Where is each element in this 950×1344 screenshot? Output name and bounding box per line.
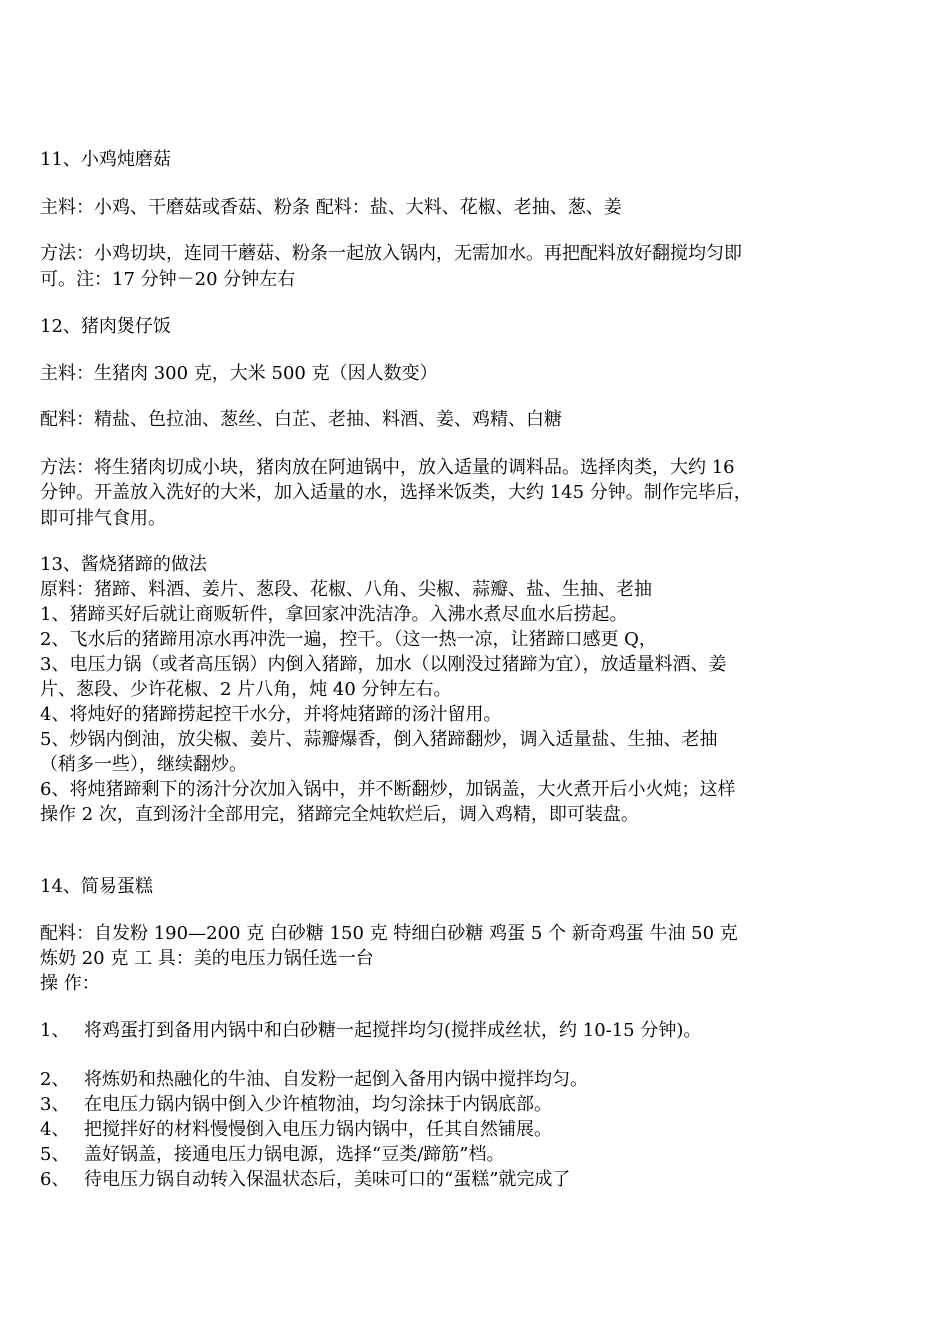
recipe-11-ingredients: 主料：小鸡、干磨菇或香菇、粉条 配料：盐、大料、花椒、老抽、葱、姜 [40,197,622,218]
recipe-13-step-1: 1、猪蹄买好后就让商贩斩件，拿回家冲洗洁净。入沸水煮尽血水后捞起。 [40,604,628,625]
recipe-13-step-4: 4、将炖好的猪蹄捞起控干水分，并将炖猪蹄的汤汁留用。 [40,704,502,725]
recipe-14-step-text: 在电压力锅内锅中倒入少许植物油，均匀涂抹于内锅底部。 [84,1094,552,1115]
recipe-14-step-number: 1、 [40,1020,70,1041]
recipe-14-ingredients-line-1: 配料：自发粉 190—200 克 白砂糖 150 克 特细白砂糖 鸡蛋 5 个 新奇鸡蛋 牛油 50 克 [40,923,738,944]
recipe-14-title: 14、简易蛋糕 [40,876,153,897]
recipe-11-method-line-2: 可。注：17 分钟－20 分钟左右 [40,269,296,290]
recipe-14-step-text: 待电压力锅自动转入保温状态后，美味可口的“蛋糕”就完成了 [84,1169,571,1190]
recipe-12-method-line-1: 方法：将生猪肉切成小块，猪肉放在阿迪锅中，放入适量的调料品。选择肉类，大约 16 [40,457,735,478]
recipe-14-step-text: 将鸡蛋打到备用内锅中和白砂糖一起搅拌均匀(搅拌成丝状，约 10-15 分钟)。 [84,1020,702,1041]
recipe-14-step-number: 4、 [40,1119,70,1140]
recipe-14-step-number: 5、 [40,1144,70,1165]
recipe-11-method-line-1: 方法：小鸡切块，连同干蘑菇、粉条一起放入锅内，无需加水。再把配料放好翻搅均匀即 [40,243,742,264]
recipe-12-main-ingredients: 主料：生猪肉 300 克，大米 500 克（因人数变） [40,363,438,384]
recipe-14-step-text: 将炼奶和热融化的牛油、自发粉一起倒入备用内锅中搅拌均匀。 [84,1069,588,1090]
recipe-14-operations-label: 操 作： [40,973,100,994]
recipe-14-step-text: 把搅拌好的材料慢慢倒入电压力锅内锅中，任其自然铺展。 [84,1119,552,1140]
recipe-12-method-line-2: 分钟。开盖放入洗好的大米，加入适量的水，选择米饭类，大约 145 分钟。制作完毕后， [40,482,752,503]
recipe-13-step-2: 2、飞水后的猪蹄用凉水再冲洗一遍，控干。（这一热一凉，让猪蹄口感更 Q， [40,629,657,650]
recipe-13-step-6-line-1: 6、将炖猪蹄剩下的汤汁分次加入锅中，并不断翻炒，加锅盖，大火煮开后小火炖；这样 [40,779,736,800]
recipe-11-title: 11、小鸡炖磨菇 [40,149,171,170]
recipe-12-method-line-3: 即可排气食用。 [40,508,166,529]
recipe-13-ingredients: 原料：猪蹄、料酒、姜片、葱段、花椒、八角、尖椒、蒜瓣、盐、生抽、老抽 [40,579,652,600]
recipe-13-step-6-line-2: 操作 2 次，直到汤汁全部用完，猪蹄完全炖软烂后，调入鸡精，即可装盘。 [40,804,639,825]
recipe-13-title: 13、酱烧猪蹄的做法 [40,554,207,575]
recipe-13-step-3-line-2: 片、葱段、少许花椒、2 片八角，炖 40 分钟左右。 [40,679,452,700]
recipe-14-step-number: 2、 [40,1069,70,1090]
recipe-13-step-5-line-1: 5、炒锅内倒油，放尖椒、姜片、蒜瓣爆香，倒入猪蹄翻炒，调入适量盐、生抽、老抽 [40,729,718,750]
recipe-14-ingredients-line-2: 炼奶 20 克 工 具：美的电压力锅任选一台 [40,948,374,969]
recipe-13-step-5-line-2: （稍多一些），继续翻炒。 [40,754,247,775]
recipe-14-step-text: 盖好锅盖，接通电压力锅电源，选择“豆类/蹄筋”档。 [84,1144,505,1165]
recipe-14-step-number: 3、 [40,1094,70,1115]
recipe-12-title: 12、猪肉煲仔饭 [40,316,171,337]
recipe-14-step-number: 6、 [40,1169,70,1190]
recipe-13-step-3-line-1: 3、电压力锅（或者高压锅）内倒入猪蹄，加水（以刚没过猪蹄为宜），放适量料酒、姜 [40,654,727,675]
recipe-12-secondary-ingredients: 配料：精盐、色拉油、葱丝、白芷、老抽、料酒、姜、鸡精、白糖 [40,409,562,430]
